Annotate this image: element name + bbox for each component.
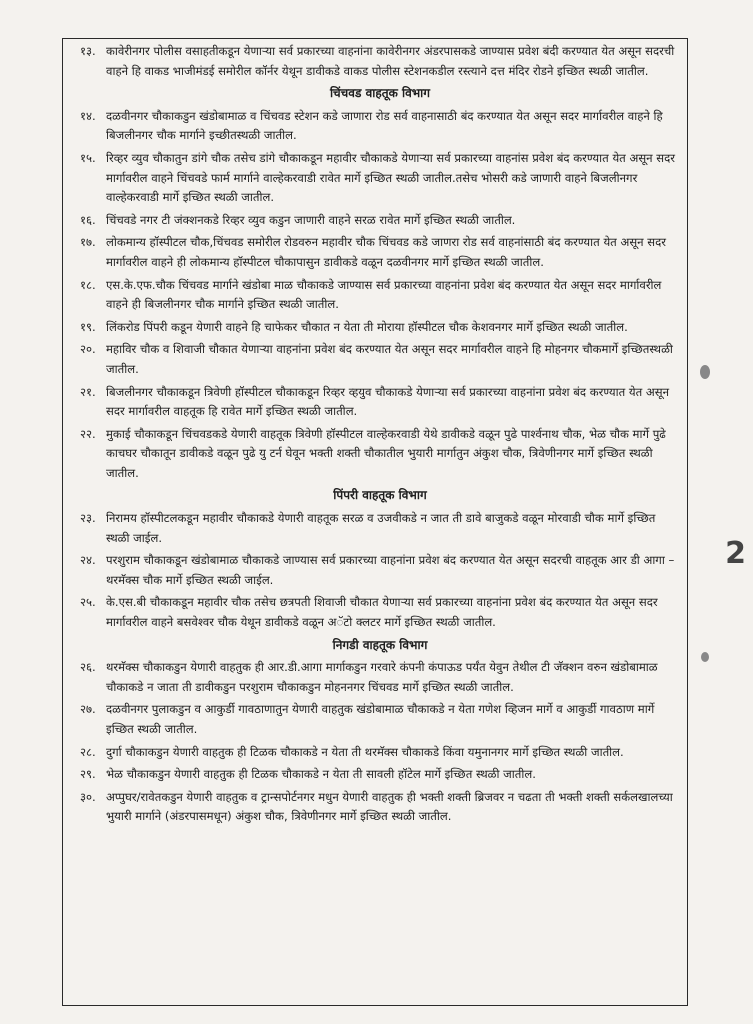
item-number: २६. [80,660,96,675]
item-text: लिंकरोड पिंपरी कडून येणारी वाहने हि चाफेकर चौकात न येता ती मोराया हॉस्पीटल चौक केशवनगर मार्गे इच्छित स्थळी जातील. [106,319,628,334]
list-item [80,318,680,338]
item-number: १७. [80,235,96,250]
list-item [80,340,680,379]
item-number: १५. [80,150,96,165]
list-item [80,107,680,146]
list-item [80,593,680,632]
list-item [80,743,680,763]
item-number: २१. [80,384,96,399]
item-number: १९. [80,319,96,334]
item-text: महाविर चौक व शिवाजी चौकात येणाऱ्या वाहनांना प्रवेश बंद करण्यात येत असून सदर मार्गावरील वाहने हि मोहनगर चौकमार्गे इच्छितस्थळी जातील. [106,342,673,376]
item-text: रिव्हर व्युव चौकातुन डांगे चौक तसेच डांगे चौकाकडून महावीर चौकाकडे येणाऱ्या सर्व प्रकारच्या वाहनांस प्रवेश बंद करण्यात येत असून सदर मार्गावरील वाहने चिंचवडे फार्म मार्गाने वाल्हेकरवाडी रावेत मार्गे इच्छित स्थळी जातील.तसेच भोसरी कडे जाणारी वाहने बिजलीनगर वाल्हेकरवाडी मार्गे इच्छित स्थळी जातील. [106,150,676,205]
list-item [80,233,680,272]
item-number: ३०. [80,789,96,804]
section-heading-pimpri: पिंपरी वाहतूक विभाग [333,488,427,503]
item-list-2 [80,107,680,484]
item-text: दळवीनगर पुलाकडुन व आकुर्डी गावठाणातुन येणारी वाहतुक खंडोबामाळ चौकाकडे न येता गणेश व्हिजन मार्गे व आकुर्डी गावठाण मार्गे इच्छित स्थळी जातील. [106,702,655,736]
item-text: अप्पुघर/रावेतकडुन येणारी वाहतुक व ट्रान्सपोर्टनगर मधुन येणारी वाहतुक ही भक्ती शक्ती ब्रिजवर न चढता ती भक्ती शक्ती सर्कलखालच्या भुयारी मार्गाने (अंडरपासमधून) अंकुश चौक, त्रिवेणीनगर मार्गे इच्छित स्थळी जातील. [106,789,673,824]
item-text: के.एस.बी चौकाकडून महावीर चौक तसेच छत्रपती शिवाजी चौकात येणाऱ्या सर्व प्रकारच्या वाहनांना प्रवेश बंद करण्यात येत असून सदर मार्गावरील वाहने बसवेश्वर चौक येथून डावीकडे वळून अॅटो क्लटर मार्गे इच्छित स्थळी जातील. [106,595,658,630]
item-list-3 [80,509,680,633]
list-item [80,551,680,590]
item-list-4 [80,658,680,827]
list-item [80,383,680,422]
item-number: २४. [80,553,96,568]
item-number: १४. [80,108,96,123]
item-text: एस.के.एफ.चौक चिंचवड मार्गाने खंडोबा माळ चौकाकडे जाण्यास सर्व प्रकारच्या वाहनांना प्रवेश बंद करण्यात येत असून सदर मार्गावरील वाहने ही बिजलीनगर चौक मार्गाने इच्छित स्थळी जातील. [106,277,662,312]
list-item [80,765,680,785]
item-number: २३. [80,511,96,526]
item-text: बिजलीनगर चौकाकडून त्रिवेणी हॉस्पीटल चौकाकडून रिव्हर व्हयुव चौकाकडे येणाऱ्या सर्व प्रकारच्या वाहनांना प्रवेश बंद करण्यात येत असून सदर मार्गावरील वाहतूक हि रावेत मार्गे इच्छित स्थळी जातील. [106,384,670,419]
item-number: १८. [80,277,96,292]
item-number: १६. [80,212,96,227]
list-item [80,658,680,697]
item-text: थरमॅक्स चौकाकडुन येणारी वाहतुक ही आर.डी.आगा मार्गाकडुन गरवारे कंपनी कंपाऊड पर्यंत येवुन तेथील टी जॅक्शन वरुन खंडोबामाळ चौकाकडे न जाता ती डावीकडुन परशुराम चौकाकडुन मोहननगर चिंचवड मार्गे इच्छित स्थळी जातील. [106,660,658,694]
item-number: १३. [80,44,96,58]
list-item [80,788,680,827]
item-text: निरामय हॉस्पीटलकडून महावीर चौकाकडे येणारी वाहतूक सरळ व उजवीकडे न जात ती डावे बाजुकडे वळून मोरवाडी चौक मार्गे इच्छित स्थळी जाईल. [106,511,656,545]
list-item [80,276,680,315]
item-text: मुकाई चौकाकडून चिंचवडकडे येणारी वाहतूक त्रिवेणी हॉस्पीटल वाल्हेकरवाडी येथे डावीकडे वळून पुढे पार्श्वनाथ चौक, भेळ चौक मार्गे पुढे काचघर चौकातून डावीकडे वळून पुढे यु टर्न घेवून भक्ती शक्ती चौकातील भुयारी मार्गातुन अंकुश चौक, त्रिवेणीनगर मार्गे इच्छित स्थळी जातील. [106,426,666,480]
item-text: दळवीनगर चौकाकडुन खंडोबामाळ व चिंचवड स्टेशन कडे जाणारा रोड सर्व वाहनासाठी बंद करण्यात येत असून सदर मार्गावरील वाहने हि बिजलीनगर चौक मार्गाने इच्छीतस्थळी जातील. [106,108,663,143]
list-item [80,42,680,81]
section-heading-nigdi: निगडी वाहतूक विभाग [332,637,428,652]
item-list-1 [80,42,680,81]
list-item [80,149,680,208]
item-number: २५. [80,595,96,610]
page-number: 2 [725,536,746,571]
item-number: २०. [80,342,96,357]
section-heading-chinchwad: चिंचवड वाहतूक विभाग [329,86,431,101]
punch-hole [700,365,710,379]
item-text: भेळ चौकाकडुन येणारी वाहतुक ही टिळक चौकाकडे न येता ती सावली हॉटेल मार्गे इच्छित स्थळी जातील. [106,767,536,782]
item-number: २७. [80,702,96,717]
list-item [80,700,680,739]
item-text: दुर्गा चौकाकडुन येणारी वाहतुक ही टिळक चौकाकडे न येता ती थरमॅक्स चौकाकडे किंवा यमुनानगर मार्गे इच्छित स्थळी जातील. [106,744,624,759]
item-number: २९. [80,767,96,782]
list-item [80,425,680,484]
document-body [80,42,680,830]
list-item [80,211,680,231]
item-text: कावेरीनगर पोलीस वसाहतीकडून येणाऱ्या सर्व प्रकारच्या वाहनांना कावेरीनगर अंडरपासकडे जाण्यास प्रवेश बंदी करण्यात येत असून सदरची वाहने हि वाकड भाजीमंडई समोरील कॉर्नर येथून डावीकडे वाकड पोलीस स्टेशनकडील रस्त्याने दत्त मंदिर रोडने इच्छित स्थळी जातील. [106,44,675,78]
item-number: २२. [80,426,96,441]
item-number: २८. [80,744,96,759]
item-text: परशुराम चौकाकडून खंडोबामाळ चौकाकडे जाण्यास सर्व प्रकारच्या वाहनांना प्रवेश बंद करण्यात येत असून सदरची वाहतूक आर डी आगा – थरमॅक्स चौक मार्गे इच्छित स्थळी जाईल. [106,553,675,587]
list-item [80,509,680,548]
item-text: चिंचवडे नगर टी जंक्शनकडे रिव्हर व्युव कडुन जाणारी वाहने सरळ रावेत मार्गे इच्छित स्थळी जातील. [106,212,516,227]
punch-hole [701,652,709,662]
item-text: लोकमान्य हॉस्पीटल चौक,चिंचवड समोरील रोडवरुन महावीर चौक चिंचवड कडे जाणरा रोड सर्व वाहनांसाठी बंद करण्यात येत असून सदर मार्गावरील वाहने ही लोकमान्य हॉस्पीटल चौकापासुन डावीकडे वळून दळवीनगर मार्गे इच्छित स्थळी जातील. [106,235,667,269]
